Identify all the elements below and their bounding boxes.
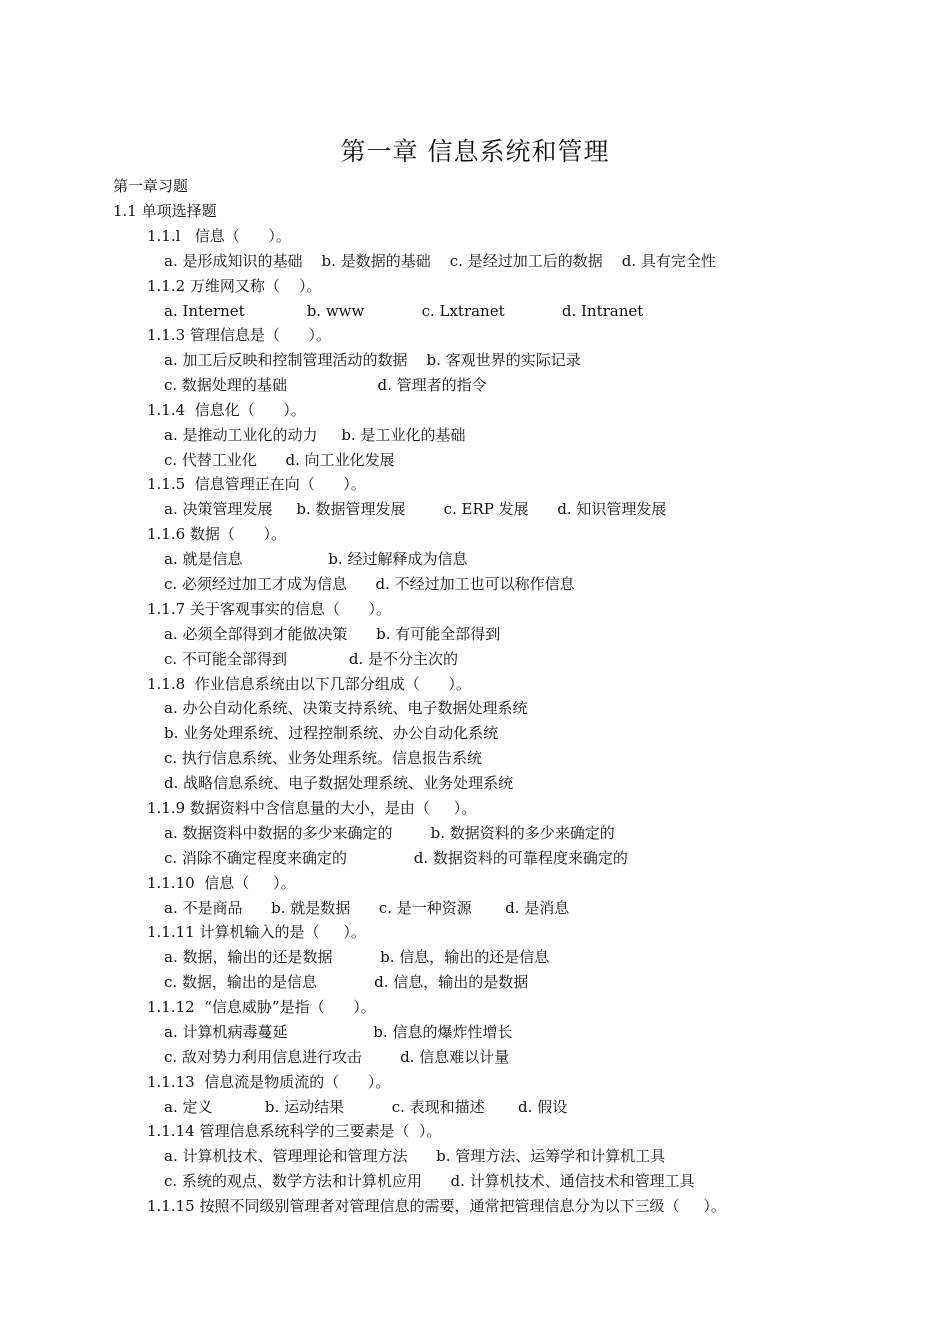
question-text: 1.1.12 “信息威胁”是指（ ）。 bbox=[147, 998, 376, 1016]
question-option: a. 就是信息 b. 经过解释成为信息 bbox=[164, 550, 468, 568]
question-option: c. 数据处理的基础 d. 管理者的指令 bbox=[164, 376, 487, 394]
question-option: a. 是推动工业化的动力 b. 是工业化的基础 bbox=[164, 426, 466, 444]
question-text: 1.1.14 管理信息系统科学的三要素是（ ）。 bbox=[147, 1122, 442, 1140]
question-text: 1.1.11 计算机输入的是（ ）。 bbox=[147, 923, 366, 941]
question-option: c. 消除不确定程度来确定的 d. 数据资料的可靠程度来确定的 bbox=[164, 849, 628, 867]
question-option: a. 计算机病毒蔓延 b. 信息的爆炸性增长 bbox=[164, 1023, 513, 1041]
question-option: a. 办公自动化系统、决策支持系统、电子数据处理系统 bbox=[164, 699, 528, 717]
question-option: c. 敌对势力利用信息进行攻击 d. 信息难以计量 bbox=[164, 1048, 510, 1066]
question-option: a. 决策管理发展 b. 数据管理发展 c. ERP 发展 d. 知识管理发展 bbox=[164, 500, 667, 518]
question-text: 1.1.4 信息化（ ）。 bbox=[147, 401, 306, 419]
question-text: 1.1.2 万维网又称（ ）。 bbox=[147, 277, 322, 295]
question-option: a. 数据资料中数据的多少来确定的 b. 数据资料的多少来确定的 bbox=[164, 824, 615, 842]
question-text: 1.1.6 数据（ ）。 bbox=[147, 525, 287, 543]
question-text: 1.1.10 信息（ ）。 bbox=[147, 874, 296, 892]
question-option: c. 数据，输出的是信息 d. 信息，输出的是数据 bbox=[164, 973, 529, 991]
question-option: c. 执行信息系统、业务处理系统。信息报告系统 bbox=[164, 749, 482, 767]
question-option: b. 业务处理系统、过程控制系统、办公自动化系统 bbox=[164, 724, 499, 742]
section-heading: 1.1 单项选择题 bbox=[113, 202, 217, 220]
question-option: a. 不是商品 b. 就是数据 c. 是一种资源 d. 是消息 bbox=[164, 899, 570, 917]
question-option: c. 必须经过加工才成为信息 d. 不经过加工也可以称作信息 bbox=[164, 575, 575, 593]
question-text: 1.1.l 信息（ ）。 bbox=[147, 227, 291, 245]
question-option: a. Internet b. www c. Lxtranet d. Intranet bbox=[164, 302, 644, 320]
question-text: 1.1.7 关于客观事实的信息（ ）。 bbox=[147, 600, 392, 618]
question-option: a. 是形成知识的基础 b. 是数据的基础 c. 是经过加工后的数据 d. 具有完全性 bbox=[164, 252, 716, 270]
question-option: d. 战略信息系统、电子数据处理系统、业务处理系统 bbox=[164, 774, 514, 792]
exercise-heading: 第一章习题 bbox=[113, 177, 189, 195]
question-text: 1.1.5 信息管理正在向（ ）。 bbox=[147, 475, 366, 493]
question-text: 1.1.3 管理信息是（ ）。 bbox=[147, 326, 332, 344]
question-text: 1.1.13 信息流是物质流的（ ）。 bbox=[147, 1073, 391, 1091]
question-option: a. 数据，输出的还是数据 b. 信息，输出的还是信息 bbox=[164, 948, 550, 966]
question-option: a. 必须全部得到才能做决策 b. 有可能全部得到 bbox=[164, 625, 501, 643]
question-option: a. 加工后反映和控制管理活动的数据 b. 客观世界的实际记录 bbox=[164, 351, 581, 369]
chapter-title: 第一章 信息系统和管理 bbox=[340, 137, 610, 166]
question-option: c. 代替工业化 d. 向工业化发展 bbox=[164, 451, 395, 469]
question-text: 1.1.9 数据资料中含信息量的大小，是由（ ）。 bbox=[147, 799, 477, 817]
question-option: c. 不可能全部得到 d. 是不分主次的 bbox=[164, 650, 459, 668]
question-option: a. 计算机技术、管理理论和管理方法 b. 管理方法、运筹学和计算机工具 bbox=[164, 1147, 666, 1165]
question-text: 1.1.15 按照不同级别管理者对管理信息的需要，通常把管理信息分为以下三级（ ）。 bbox=[147, 1197, 726, 1215]
question-text: 1.1.8 作业信息系统由以下几部分组成（ ）。 bbox=[147, 675, 471, 693]
question-option: c. 系统的观点、数学方法和计算机应用 d. 计算机技术、通信技术和管理工具 bbox=[164, 1172, 695, 1190]
question-option: a. 定义 b. 运动结果 c. 表现和描述 d. 假设 bbox=[164, 1098, 568, 1116]
